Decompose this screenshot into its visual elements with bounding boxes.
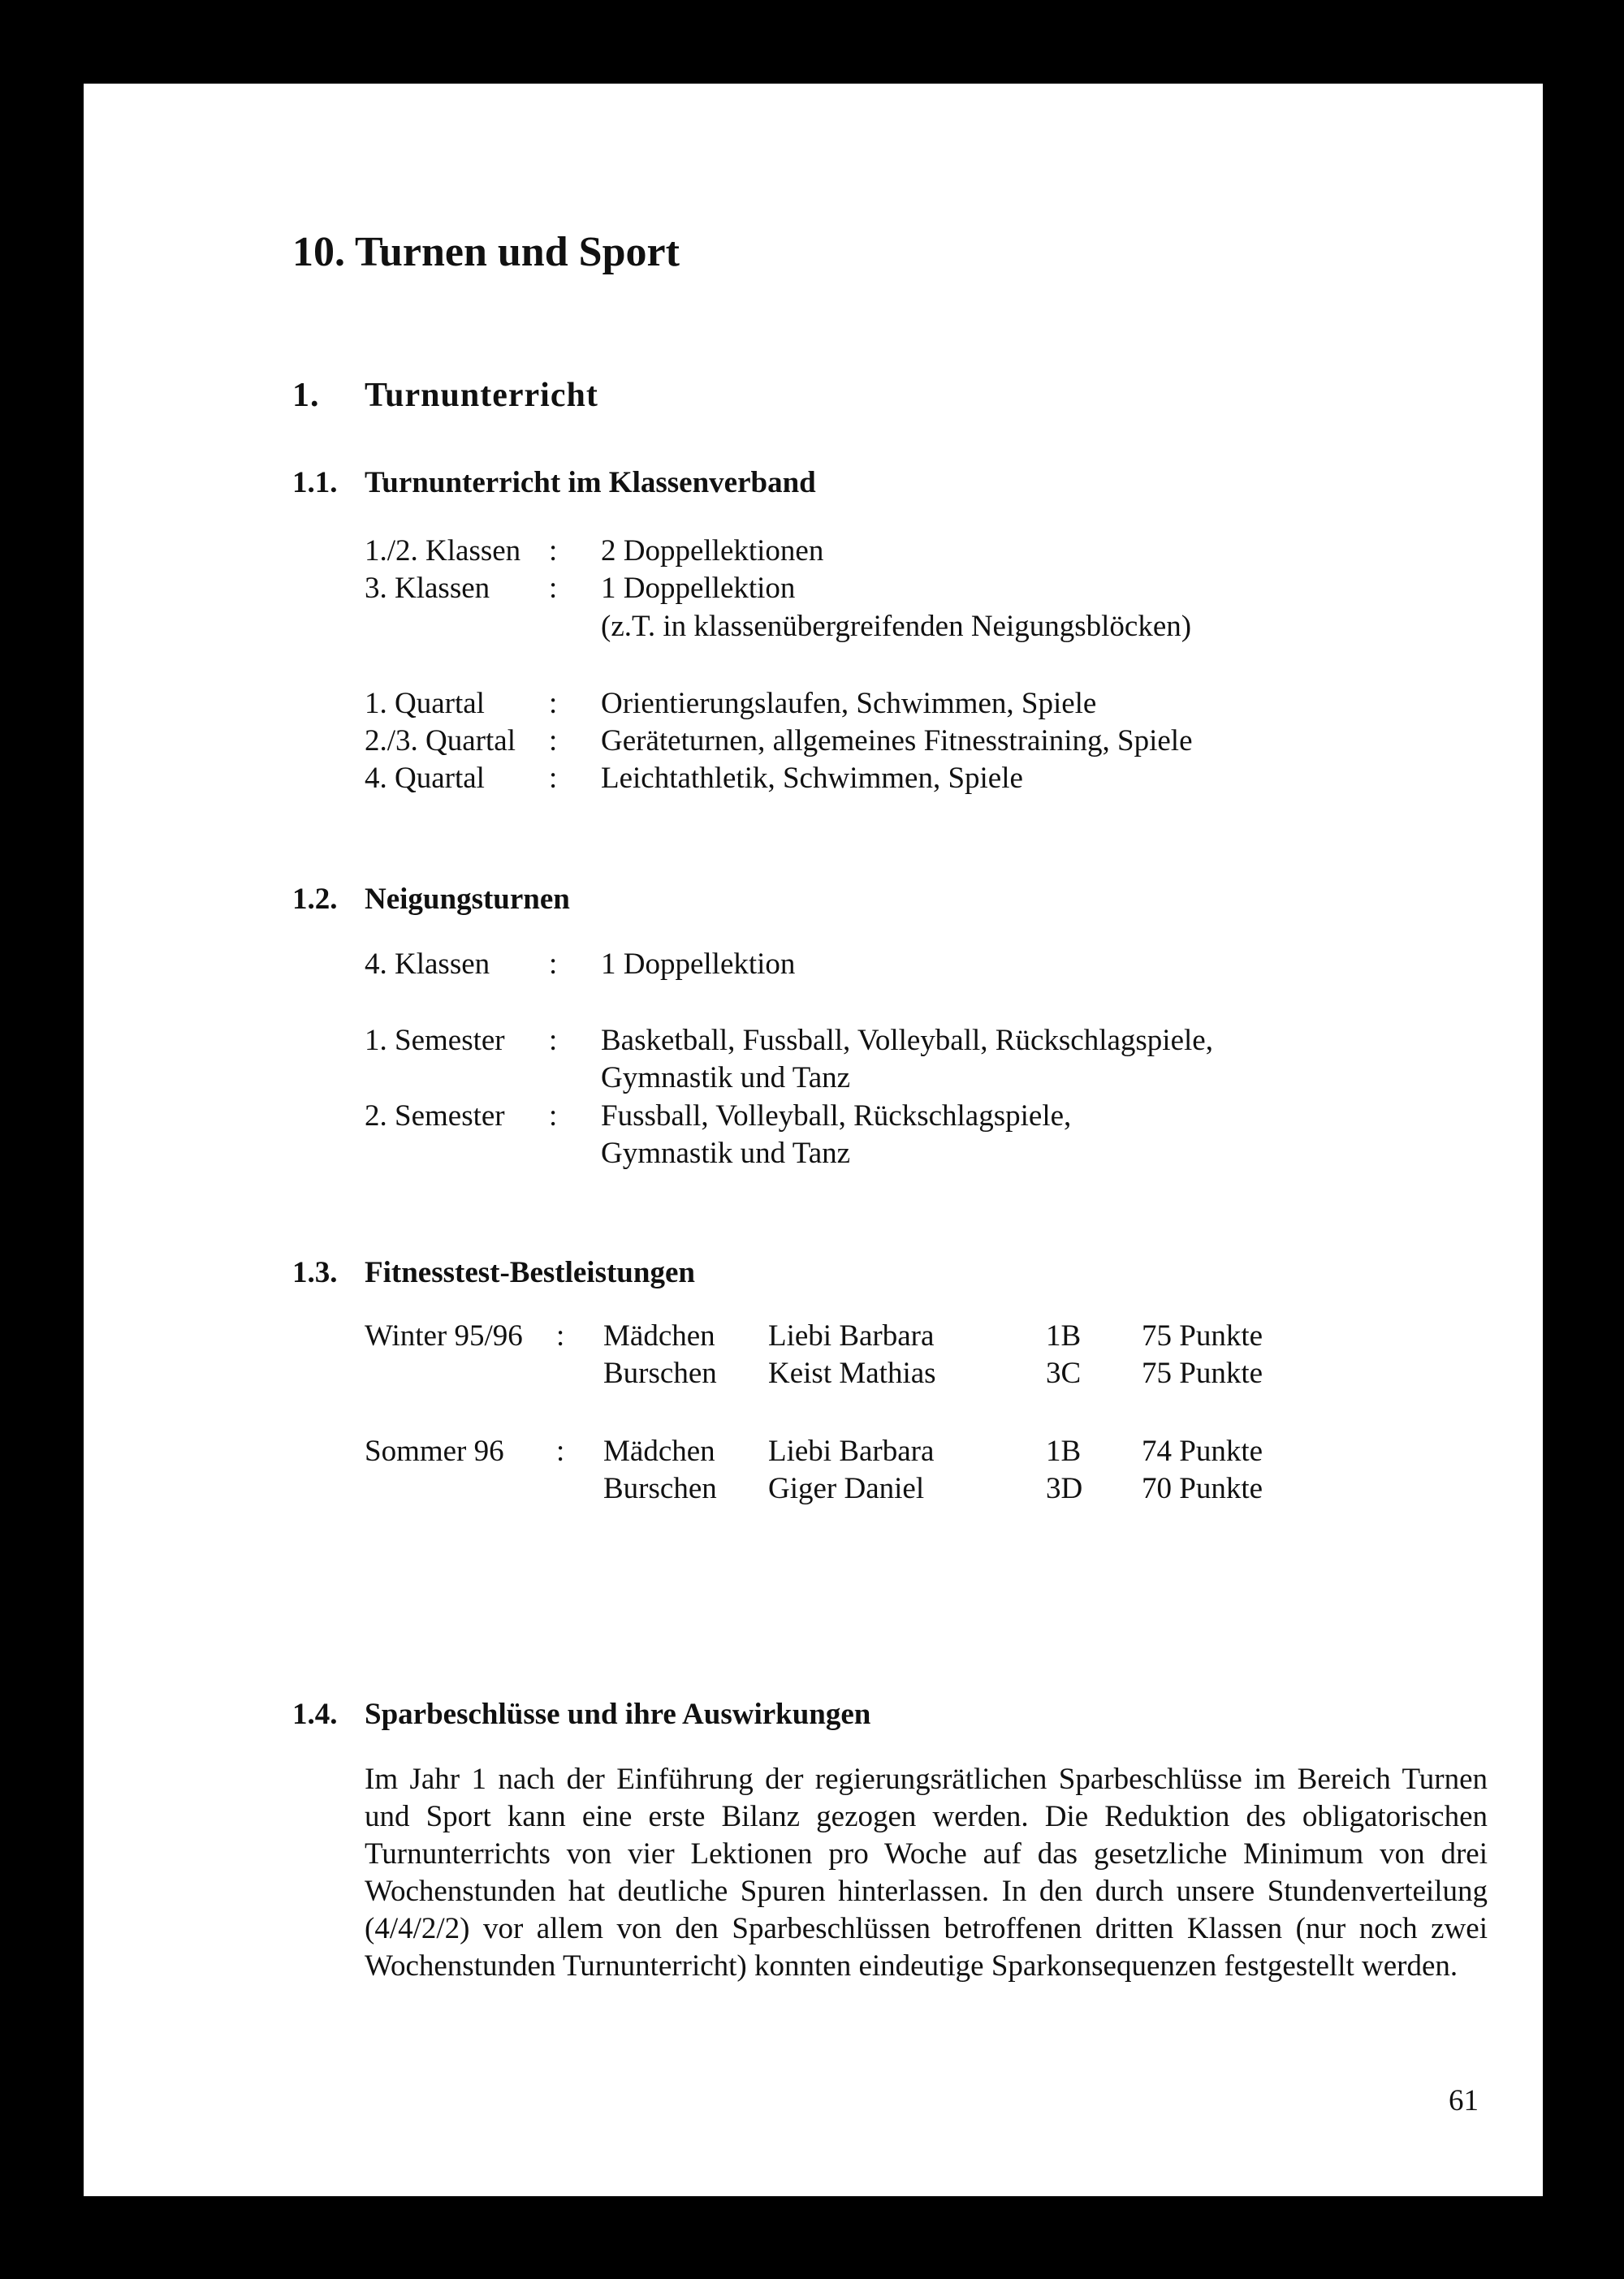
s11-row-colon: :	[549, 534, 558, 568]
s13-class: 3D	[1046, 1472, 1083, 1505]
s13-group: Burschen	[603, 1357, 717, 1390]
s12-row-value: Basketball, Fussball, Volleyball, Rückschlagspiele,	[601, 1024, 1213, 1057]
s11-row-label: 1. Quartal	[365, 687, 485, 720]
s13-class: 1B	[1046, 1435, 1082, 1468]
s12-row-label: 1. Semester	[365, 1024, 505, 1057]
s12-row-value: Fussball, Volleyball, Rückschlagspiele,	[601, 1099, 1072, 1133]
s12-row-value: 1 Doppellektion	[601, 947, 796, 981]
s11-row-colon: :	[549, 762, 558, 795]
s13-period: Sommer 96	[365, 1435, 504, 1468]
s11-row-colon: :	[549, 572, 558, 605]
s11-row-colon: :	[549, 724, 558, 758]
section-1-2-title: Neigungsturnen	[365, 883, 570, 916]
s12-row-colon: :	[549, 947, 558, 981]
s11-row-value: Orientierungslaufen, Schwimmen, Spiele	[601, 687, 1097, 720]
s11-row-value: (z.T. in klassenübergreifenden Neigungsblöcken)	[601, 610, 1192, 643]
section-1-number: 1.	[292, 377, 320, 414]
s13-class: 1B	[1046, 1319, 1082, 1353]
s13-name: Keist Mathias	[768, 1357, 936, 1390]
s11-row-label: 1./2. Klassen	[365, 534, 521, 568]
s13-group: Mädchen	[603, 1435, 715, 1468]
s12-row-value: Gymnastik und Tanz	[601, 1061, 851, 1094]
section-1-4-number: 1.4.	[292, 1698, 338, 1731]
s12-row-colon: :	[549, 1024, 558, 1057]
s13-group: Burschen	[603, 1472, 717, 1505]
document-page	[84, 84, 1543, 2196]
s11-row-label: 2./3. Quartal	[365, 724, 516, 758]
s12-row-colon: :	[549, 1099, 558, 1133]
s12-row-label: 2. Semester	[365, 1099, 505, 1133]
section-1-3-title: Fitnesstest-Bestleistungen	[365, 1256, 695, 1289]
s11-row-value: Geräteturnen, allgemeines Fitnesstraining, Spiele	[601, 724, 1193, 758]
s13-class: 3C	[1046, 1357, 1082, 1390]
page-number: 61	[1449, 2084, 1479, 2117]
s11-row-label: 3. Klassen	[365, 572, 490, 605]
section-1-title: Turnunterricht	[365, 377, 598, 414]
section-1-2-number: 1.2.	[292, 883, 338, 916]
s13-points: 75 Punkte	[1142, 1357, 1263, 1390]
s11-row-colon: :	[549, 687, 558, 720]
s11-row-label: 4. Quartal	[365, 762, 485, 795]
s13-points: 74 Punkte	[1142, 1435, 1263, 1468]
s13-group: Mädchen	[603, 1319, 715, 1353]
s11-row-value: Leichtathletik, Schwimmen, Spiele	[601, 762, 1023, 795]
s13-colon: :	[556, 1319, 565, 1353]
section-1-4-title: Sparbeschlüsse und ihre Auswirkungen	[365, 1698, 871, 1731]
s14-paragraph: Im Jahr 1 nach der Einführung der regierungsrätlichen Sparbeschlüsse im Bereich Turnen und Sport kann eine erste Bilanz gezogen werden. Die Reduktion des obligatorischen Turnunterrichts von vier Lektionen pro Woche auf das gesetzliche Minimum von drei Wochenstunden hat deutliche Spuren hinterlassen. In den durch unsere Stundenverteilung (4/4/2/2) vor allem von den Sparbeschlüssen betroffenen dritten Klassen (nur noch zwei Wochenstunden Turnunterricht) konnten eindeutige Sparkonsequenzen festgestellt werden.	[365, 1763, 1488, 1983]
s13-name: Liebi Barbara	[768, 1435, 935, 1468]
page-title: 10. Turnen und Sport	[292, 229, 680, 275]
s12-row-value: Gymnastik und Tanz	[601, 1137, 851, 1170]
s13-colon: :	[556, 1435, 565, 1468]
section-1-1-number: 1.1.	[292, 466, 338, 499]
s13-points: 75 Punkte	[1142, 1319, 1263, 1353]
section-1-1-title: Turnunterricht im Klassenverband	[365, 466, 816, 499]
s11-row-value: 2 Doppellektionen	[601, 534, 824, 568]
s13-points: 70 Punkte	[1142, 1472, 1263, 1505]
s13-period: Winter 95/96	[365, 1319, 523, 1353]
s12-row-label: 4. Klassen	[365, 947, 490, 981]
s11-row-value: 1 Doppellektion	[601, 572, 796, 605]
s13-name: Giger Daniel	[768, 1472, 925, 1505]
section-1-3-number: 1.3.	[292, 1256, 338, 1289]
s13-name: Liebi Barbara	[768, 1319, 935, 1353]
